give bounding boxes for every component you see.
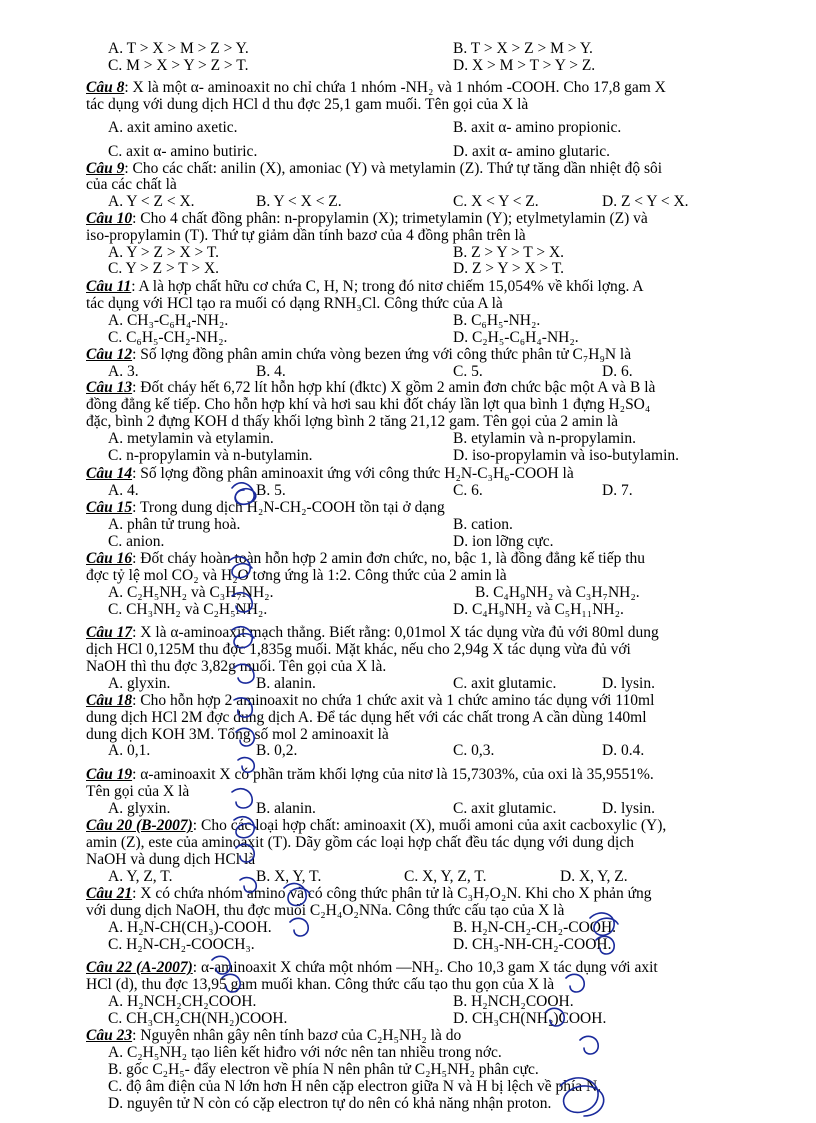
option-d: D. ion lỡng cực. (453, 533, 554, 550)
option-d: D. 0.4. (602, 742, 645, 759)
scribble-mark (232, 627, 254, 683)
option-d: D. CH₃CH(NH₂)COOH. (453, 1010, 607, 1027)
option-b: B. Z > Y > T > X. (453, 244, 565, 261)
question-8-line2: tác dụng với dung dịch HCl d thu đợc 25,1 gam muối. Tên gọi của X là (86, 97, 529, 113)
option-a: A. Y > Z > X > T. (108, 244, 220, 261)
option-d: D. 6. (602, 363, 633, 380)
scribble-mark (236, 844, 256, 892)
question-label: Câu 9 (86, 161, 125, 177)
question-label: Câu 20 (B-2007) (86, 818, 193, 834)
option-d: D. X, Y, Z. (560, 868, 628, 885)
question-22-line2: HCl (d), thu đợc 13,95 gam muối khan. Công thức cấu tạo thu gọn của X là (86, 977, 555, 993)
option-c: C. anion. (108, 533, 165, 550)
question-9-line1: Câu 9: Cho các chất: anilin (X), amoniac (Y) và metylamin (Z). Thứ tự tăng dần nhiệt độ sôi (86, 161, 663, 177)
option-d: D. 7. (602, 482, 633, 499)
option-b: B. H₂N-CH₂-CH₂-COOH. (453, 919, 617, 936)
option-a: A. 4. (108, 482, 139, 499)
scribble-mark (230, 557, 252, 612)
question-label: Câu 17 (86, 625, 133, 641)
question-label: Câu 8 (86, 80, 125, 96)
option-c: C. axit glutamic. (453, 800, 557, 817)
question-label: Câu 18 (86, 693, 133, 709)
option-c: C. H₂N-CH₂-COOCH₃. (108, 936, 255, 953)
option-c: C. 0,3. (453, 742, 495, 759)
question-20-line2: amin (Z), este của aminoaxit (T). Dãy gồm các loại hợp chất đều tác dụng với dung dịch (86, 835, 634, 851)
option-c: C. X, Y, Z, T. (404, 868, 487, 885)
option-a: A. axit amino axetic. (108, 119, 238, 136)
option-d: D. axit α- amino glutaric. (453, 143, 611, 160)
option-b: B. alanin. (256, 675, 316, 692)
question-17-line2: dịch HCl 0,125M thu đợc 1,835g muối. Mặt khác, nếu cho 2,94g X tác dụng vừa đủ với (86, 642, 631, 658)
option-c: C. 5. (453, 363, 483, 380)
option-b: B. 0,2. (256, 742, 298, 759)
question-20-line3: NaOH và dung dịch HCl là (86, 852, 256, 868)
question-label: Câu 11 (86, 279, 132, 295)
option-a: A. glyxin. (108, 800, 171, 817)
question-label: Câu 10 (86, 211, 133, 227)
question-21-line1: Câu 21: X có chứa nhóm amino và có công thức phân tử là C₃H₇O₂N. Khi cho X phản ứng (86, 886, 652, 902)
question-19-line2: Tên gọi của X là (86, 784, 190, 800)
question-label: Câu 22 (A-2007) (86, 960, 193, 976)
option-b: B. etylamin và n-propylamin. (453, 430, 636, 447)
option-c: C. axit α- amino butiric. (108, 143, 258, 160)
question-14-line1: Câu 14: Số lợng đồng phân aminoaxit ứng với công thức H₂N-C₃H₆-COOH là (86, 466, 574, 482)
question-23-line1: Câu 23: Nguyên nhân gây nên tính bazơ của C₂H₅NH₂ là do (86, 1028, 462, 1044)
option-a: A. C₂H₅NH₂ và C₃H₇NH₂. (108, 584, 274, 601)
option-d: D. X > M > T > Y > Z. (453, 57, 596, 74)
scribble-mark (212, 956, 584, 992)
option-a: A. CH₃-C₆H₄-NH₂. (108, 312, 229, 329)
question-10-line1: Câu 10: Cho 4 chất đồng phân: n-propylamin (X); trimetylamin (Y); etylmetylamin (Z) và (86, 211, 648, 227)
option-c: C. M > X > Y > Z > T. (108, 57, 249, 74)
option-d: D. lysin. (602, 800, 655, 817)
option-d: D. nguyên tử N còn có cặp electron tự do nên có khả năng nhận proton. (108, 1095, 552, 1112)
option-d: D. lysin. (602, 675, 655, 692)
question-8-line1: Câu 8: X là một α- aminoaxit no chỉ chứa 1 nhóm -NH₂ và 1 nhóm -COOH. Cho 17,8 gam X (86, 80, 666, 96)
option-c: C. độ âm điện của N lớn hơn H nên cặp electron giữa N và H bị lệch về phía N. (108, 1078, 602, 1095)
option-b: B. 5. (256, 482, 286, 499)
question-13-line3: đặc, bình 2 đựng KOH d thấy khối lợng bình 2 tăng 21,12 gam. Tên gọi của 2 amin là (86, 414, 619, 430)
option-b: B. gốc C₂H₅- đẩy electron về phía N nên phân tử C₂H₅NH₂ phân cực. (108, 1061, 539, 1078)
question-17-line3: NaOH thì thu đợc 3,82g muối. Tên gọi của X là. (86, 659, 387, 675)
option-c: C. CH₃CH₂CH(NH₂)COOH. (108, 1010, 288, 1027)
option-c: C. Y > Z > T > X. (108, 260, 220, 277)
option-d: D. C₂H₅-C₆H₄-NH₂. (453, 329, 579, 346)
scribble-mark (284, 883, 310, 936)
option-d: D. Z < Y < X. (602, 193, 689, 210)
question-17-line1: Câu 17: X là α-aminoaxit mạch thẳng. Biết rằng: 0,01mol X tác dụng vừa đủ với 80ml dung (86, 625, 659, 641)
option-a: A. H₂NCH₂CH₂COOH. (108, 993, 257, 1010)
question-label: Câu 12 (86, 347, 133, 363)
option-d: D. Z > Y > X > T. (453, 260, 565, 277)
option-a: A. C₂H₅NH₂ tạo liên kết hiđro với nớc nên tan nhiều trong nớc. (108, 1044, 502, 1061)
option-c: C. C₆H₅-CH₂-NH₂. (108, 329, 228, 346)
option-a: A. H₂N-CH(CH₃)-COOH. (108, 919, 272, 936)
option-d: D. C₄H₉NH₂ và C₅H₁₁NH₂. (453, 601, 624, 618)
question-15-line1: Câu 15: Trong dung dịch H₂N-CH₂-COOH tồn tại ở dạng (86, 500, 445, 516)
question-20-line1: Câu 20 (B-2007): Cho các loại hợp chất: aminoaxit (X), muối amoni của axit cacboxylic (Y), (86, 818, 667, 834)
option-c: C. n-propylamin và n-butylamin. (108, 447, 313, 464)
question-label: Câu 16 (86, 551, 133, 567)
option-a: A. 3. (108, 363, 139, 380)
question-13-line1: Câu 13: Đốt cháy hết 6,72 lít hỗn hợp khí (đktc) X gồm 2 amin đơn chức bậc một A và B là (86, 380, 656, 396)
option-b: B. C₄H₉NH₂ và C₃H₇NH₂. (475, 584, 640, 601)
question-11-line1: Câu 11: A là hợp chất hữu cơ chứa C, H, N; trong đó nitơ chiếm 15,054% về khối lợng. A (86, 279, 644, 295)
option-b: B. T > X > Z > M > Y. (453, 40, 593, 57)
option-b: B. 4. (256, 363, 286, 380)
question-9-line2: của các chất là (86, 177, 177, 193)
option-b: B. Y < X < Z. (256, 193, 342, 210)
scribble-mark (232, 789, 256, 838)
question-10-line2: iso-propylamin (T). Thứ tự giảm dần tính bazơ của 4 đồng phân trên là (86, 228, 526, 244)
option-a: A. Y, Z, T. (108, 868, 173, 885)
option-b: B. cation. (453, 516, 513, 533)
scribble-mark (232, 483, 256, 504)
question-label: Câu 14 (86, 466, 133, 482)
option-b: B. X, Y, T. (256, 868, 322, 885)
question-16-line1: Câu 16: Đốt cháy hoàn toàn hỗn hợp 2 amin đơn chức, no, bậc 1, là đồng đẳng kế tiếp thu (86, 551, 646, 567)
option-b: B. H₂NCH₂COOH. (453, 993, 574, 1010)
question-18-line2: dung dịch HCl 2M đợc dung dịch A. Để tác dụng hết với các chất trong A cần dùng 140ml (86, 710, 647, 726)
option-a: A. glyxin. (108, 675, 171, 692)
question-21-line2: với dung dịch NaOH, thu đợc muối C₂H₄O₂NNa. Công thức cấu tạo của X là (86, 903, 565, 919)
question-label: Câu 23 (86, 1028, 133, 1044)
option-a: A. 0,1. (108, 742, 151, 759)
scribble-mark (546, 1008, 598, 1054)
option-a: A. metylamin và etylamin. (108, 430, 274, 447)
question-22-line1: Câu 22 (A-2007): α-aminoaxit X chứa một nhóm —NH₂. Cho 10,3 gam X tác dụng với axit (86, 960, 658, 976)
option-c: C. 6. (453, 482, 483, 499)
question-label: Câu 19 (86, 767, 133, 783)
option-d: D. iso-propylamin và iso-butylamin. (453, 447, 680, 464)
option-a: A. phân tử trung hoà. (108, 516, 241, 533)
question-16-line2: đợc tỷ lệ mol CO₂ và H₂O tơng ứng là 1:2. Công thức của 2 amin là (86, 568, 507, 584)
question-label: Câu 13 (86, 380, 133, 396)
question-label: Câu 15 (86, 500, 133, 516)
option-c: C. CH₃NH₂ và C₂H₅NH₂. (108, 601, 268, 618)
option-a: A. Y < Z < X. (108, 193, 195, 210)
question-11-line2: tác dụng với HCl tạo ra muối có dạng RNH₃Cl. Công thức của A là (86, 296, 503, 312)
question-12-line1: Câu 12: Số lợng đồng phân amin chứa vòng bezen ứng với công thức phân tử C₇H₉N là (86, 347, 632, 363)
question-13-line2: đồng đẳng kế tiếp. Cho hỗn hợp khí và hơi sau khi đốt cháy lần lợt qua bình 1 đựng H₂SO₄ (86, 397, 651, 413)
question-18-line1: Câu 18: Cho hỗn hợp 2 aminoaxit no chứa 1 chức axit và 1 chức amino tác dụng với 110ml (86, 693, 655, 709)
scribble-mark (234, 698, 254, 772)
question-label: Câu 21 (86, 886, 133, 902)
option-b: B. C₆H₅-NH₂. (453, 312, 541, 329)
option-c: C. axit glutamic. (453, 675, 557, 692)
scribble-mark (590, 913, 618, 954)
option-b: B. axit α- amino propionic. (453, 119, 622, 136)
option-c: C. X < Y < Z. (453, 193, 539, 210)
option-d: D. CH₃-NH-CH₂-COOH. (453, 936, 612, 953)
scribble-mark (560, 1078, 604, 1116)
question-19-line1: Câu 19: α-aminoaxit X có phần trăm khối lợng của nitơ là 15,7303%, của oxi là 35,9551%. (86, 767, 654, 783)
option-b: B. alanin. (256, 800, 316, 817)
option-a: A. T > X > M > Z > Y. (108, 40, 249, 57)
question-18-line3: dung dịch KOH 3M. Tổng số mol 2 aminoaxit là (86, 727, 389, 743)
